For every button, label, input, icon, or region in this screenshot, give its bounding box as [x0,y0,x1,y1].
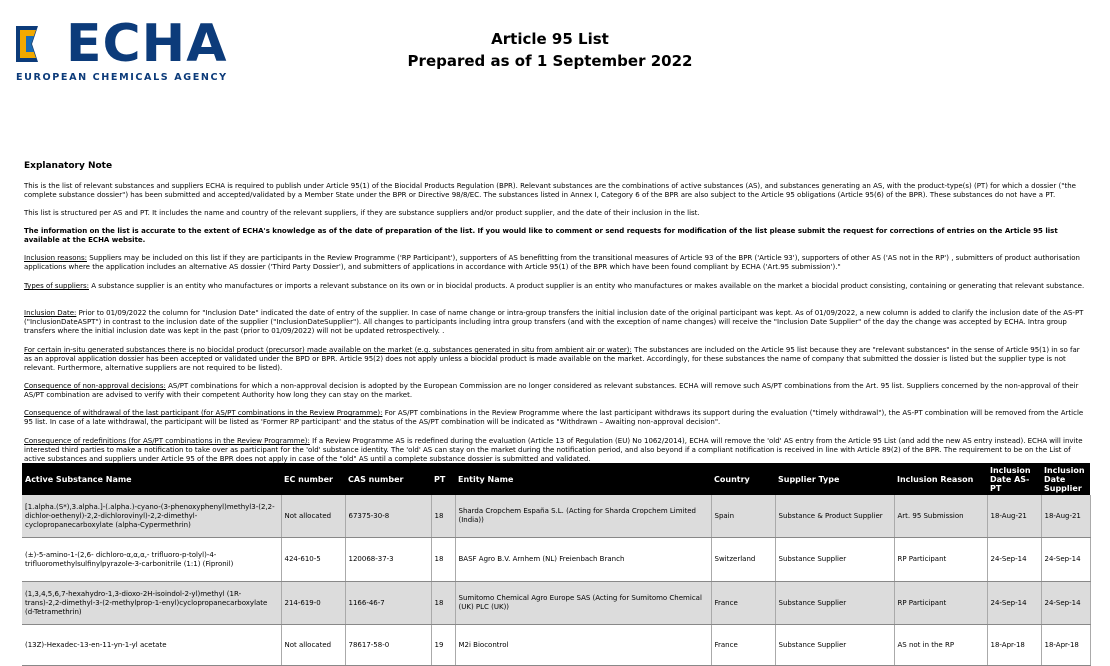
table-cell: 24-Sep-14 [1041,538,1090,582]
inclusion-reasons-text: Suppliers may be included on this list if they are participants in the Review Programme ('RP Participant'), supporters of AS benefitting from the transitional measures of Article 93 of the BPR ('Article 93'), supporters of other AS ('AS not in the RP') , submitters of product authorisation applications where the application includes an alternative AS dossier ('Third Party Dossier'), and submitters of applications in accordance with Article 95(1) of the BPR which have been found compliant by ECHA ('Art.95 submission')." [24,254,1080,271]
col-header: EC number [281,463,345,495]
redefinitions-label: Consequence of redefinitions (for AS/PT combinations in the Review Programme): [24,437,310,445]
table-cell: Sharda Cropchem España S.L. (Acting for Sharda Cropchem Limited (India)) [455,495,711,538]
in-situ-label: For certain in-situ generated substances there is no biocidal product (precursor) made available on the market (e.g. substances generated in situ from ambient air or water): [24,346,632,354]
document-title [380,28,720,72]
echa-logo-icon [16,22,60,66]
supplier-types-label: Types of suppliers: [24,282,89,290]
explanatory-note-heading: Explanatory Note [24,161,113,171]
note-paragraph-inclusion-date [24,309,1088,336]
table-cell: Not allocated [281,625,345,666]
note-paragraph-redefinitions [24,437,1088,464]
col-header: Inclusion Date Supplier [1041,463,1090,495]
note-paragraph-supplier-types [24,282,1088,291]
col-header: Active Substance Name [22,463,281,495]
echa-logo [16,14,246,86]
table-cell: Art. 95 Submission [894,495,987,538]
inclusion-date-text: Prior to 01/09/2022 the column for "Inclusion Date" indicated the date of entry of the supplier. In case of name change or intra-group transfers the initial inclusion date of the original participant was kept. As of 01/09/2022, a new column is added to clarify the inclusion date of the AS-PT ("InclusionDateASPT") in contrast to the inclusion date of the supplier ("InclusionDateSupplier"). All changes to participants including intra group transfers (and with the exception of name changes) will receive the "Inclusion Date Supplier" of the day the change was accepted by ECHA. Intra group transfers where the initial inclusion date was kept in the past (prior to 01/09/2022) will not be updated retrospectively. . [24,309,1084,335]
table-row [22,538,1090,582]
table-cell: 120068-37-3 [345,538,431,582]
table-cell: (±)-5-amino-1-(2,6- dichloro-α,α,α,- trifluoro-p-tolyl)-4-trifluoromethylsulfinylpyrazole-3-carbonitrile (1:1) (Fipronil) [22,538,281,582]
col-header: Entity Name [455,463,711,495]
table-cell: Substance & Product Supplier [775,495,894,538]
col-header: Inclusion Date AS-PT [987,463,1041,495]
supplier-types-text: A substance supplier is an entity who manufactures or imports a relevant substance on its own or in biocidal products. A product supplier is an entity who manufactures or makes available on the market a biocidal product consisting, containing or generating that relevant substance. [88,282,1085,290]
table-cell: 214-619-0 [281,582,345,625]
table-cell: Switzerland [711,538,775,582]
table-header-row [22,463,1090,495]
non-approval-text: AS/PT combinations for which a non-approval decision is adopted by the European Commission are no longer considered as relevant substances. ECHA will remove such AS/PT combinations from the Art. 95 list. Suppliers concerned by the non-approval of their AS/PT combination are advised to verify with their competent Authority how long they can stay on the market. [24,382,1079,399]
table-cell: 24-Sep-14 [1041,582,1090,625]
title-line: Article 95 List [491,30,609,48]
table-cell: Substance Supplier [775,582,894,625]
table-cell: 424-610-5 [281,538,345,582]
note-paragraph-in-situ [24,346,1088,373]
table-cell: 18 [431,582,455,625]
col-header: Inclusion Reason [894,463,987,495]
table-row [22,625,1090,666]
table-cell: M2i Biocontrol [455,625,711,666]
table-cell: 78617-58-0 [345,625,431,666]
non-approval-label: Consequence of non-approval decisions: [24,382,166,390]
table-cell: 18 [431,495,455,538]
table-cell: Substance Supplier [775,625,894,666]
in-situ-text: The substances are included on the Article 95 list because they are "relevant substances" in the sense of Article 95(1) in so far as an approval application dossier has been accepted or validated under the BPD or BPR. Article 95(2) does not apply unless a biocidal product is made available on the market. Accordingly, for these substances the name of company that submitted the dossier is listed but the supplier type is not relevant. Furthermore, alternative suppliers are not required to be listed). [24,346,1080,372]
table-cell: France [711,582,775,625]
logo-wordmark: ECHA [66,14,228,74]
col-header: Country [711,463,775,495]
table-cell: Sumitomo Chemical Agro Europe SAS (Acting for Sumitomo Chemical (UK) PLC (UK)) [455,582,711,625]
logo-subtitle: EUROPEAN CHEMICALS AGENCY [16,72,228,83]
col-header: Supplier Type [775,463,894,495]
note-paragraph-non-approval [24,382,1088,400]
withdrawal-label: Consequence of withdrawal of the last participant (for AS/PT combinations in the Review Programme): [24,409,383,417]
table-row [22,495,1090,538]
article-95-table [22,463,1091,666]
inclusion-reasons-label: Inclusion reasons: [24,254,87,262]
table-cell: (13Z)-Hexadec-13-en-11-yn-1-yl acetate [22,625,281,666]
table-cell: [1.alpha.(S*),3.alpha.]-(.alpha.)-cyano-(3-phenoxyphenyl)methyl3-(2,2-dichlor-oethenyl)-2,2-dichlorovinyl)-2,2-dimethyl-cyclopropanecarboxylate (alpha-Cypermethrin) [22,495,281,538]
table-cell: France [711,625,775,666]
inclusion-date-label: Inclusion Date: [24,309,77,317]
subtitle-line: Prepared as of 1 September 2022 [407,52,693,70]
table-cell: Not allocated [281,495,345,538]
table-cell: 24-Sep-14 [987,538,1041,582]
note-paragraph-withdrawal [24,409,1088,427]
note-paragraph-accuracy: The information on the list is accurate to the extent of ECHA's knowledge as of the date of preparation of the list. If you would like to comment or send requests for modification of the list please submit the request for corrections of entries on the Article 95 list available at the ECHA website. [24,227,1058,244]
redefinitions-text: If a Review Programme AS is redefined during the evaluation (Article 13 of Regulation (EU) No 1062/2014), ECHA will remove the 'old' AS entry from the Article 95 List (and add the new AS entry instead). ECHA will invite interested third parties to make a notification to take over as participant for the 'old' substance identity. The 'old' AS can stay on the market during the notification period, and also beyond if a compliant notification is received in line with Article 89(2) of the BPR. The requirement to be on the List of active substances and suppliers under Article 95 of the BPR does not apply in case of the "old" AS until a complete substance dossier is submitted and validated. [24,437,1083,463]
table-cell: AS not in the RP [894,625,987,666]
withdrawal-text: For AS/PT combinations in the Review Programme where the last participant withdraws its support during the evaluation ("timely withdrawal"), the AS-PT combination will be removed from the Article 95 list. In case of a late withdrawal, the participant will be listed as 'Former RP participant' and the status of the AS/PT combination will be indicated as "Withdrawn – Awaiting non-approval decision". [24,409,1084,426]
col-header: PT [431,463,455,495]
table-cell: (1,3,4,5,6,7-hexahydro-1,3-dioxo-2H-isoindol-2-yl)methyl (1R-trans)-2,2-dimethyl-3-(2-methylprop-1-enyl)cyclopropanecarboxylate (d-Tetramethrin) [22,582,281,625]
table-cell: 24-Sep-14 [987,582,1041,625]
table-cell: RP Participant [894,538,987,582]
table-cell: 18-Apr-18 [987,625,1041,666]
table-cell: BASF Agro B.V. Arnhem (NL) Freienbach Branch [455,538,711,582]
table-cell: 18-Aug-21 [987,495,1041,538]
table-cell: 67375-30-8 [345,495,431,538]
table-cell: 18-Apr-18 [1041,625,1090,666]
table-cell: 19 [431,625,455,666]
table-cell: RP Participant [894,582,987,625]
note-paragraph-2: This list is structured per AS and PT. It includes the name and country of the relevant suppliers, if they are substance suppliers and/or product supplier, and the date of their inclusion in the list. [24,209,700,217]
col-header: CAS number [345,463,431,495]
note-paragraph-inclusion-reasons [24,254,1088,272]
table-cell: 18 [431,538,455,582]
table-cell: Spain [711,495,775,538]
table-cell: 18-Aug-21 [1041,495,1090,538]
note-paragraph-1: This is the list of relevant substances and suppliers ECHA is required to publish under Article 95(1) of the Biocidal Products Regulation (BPR). Relevant substances are the combinations of active substances (AS), and substances generating an AS, with the product-type(s) (PT) for which a dossier ("the complete substance dossier") has been submitted and accepted/validated by a Member State under the BPR or Directive 98/8/EC. The substances listed in Annex I, Category 6 of the BPR are also subject to the Article 95 obligations (Article 95(6) of the BPR). These substances do not have a PT. [24,182,1076,199]
table-row [22,582,1090,625]
table-cell: 1166-46-7 [345,582,431,625]
table-cell: Substance Supplier [775,538,894,582]
